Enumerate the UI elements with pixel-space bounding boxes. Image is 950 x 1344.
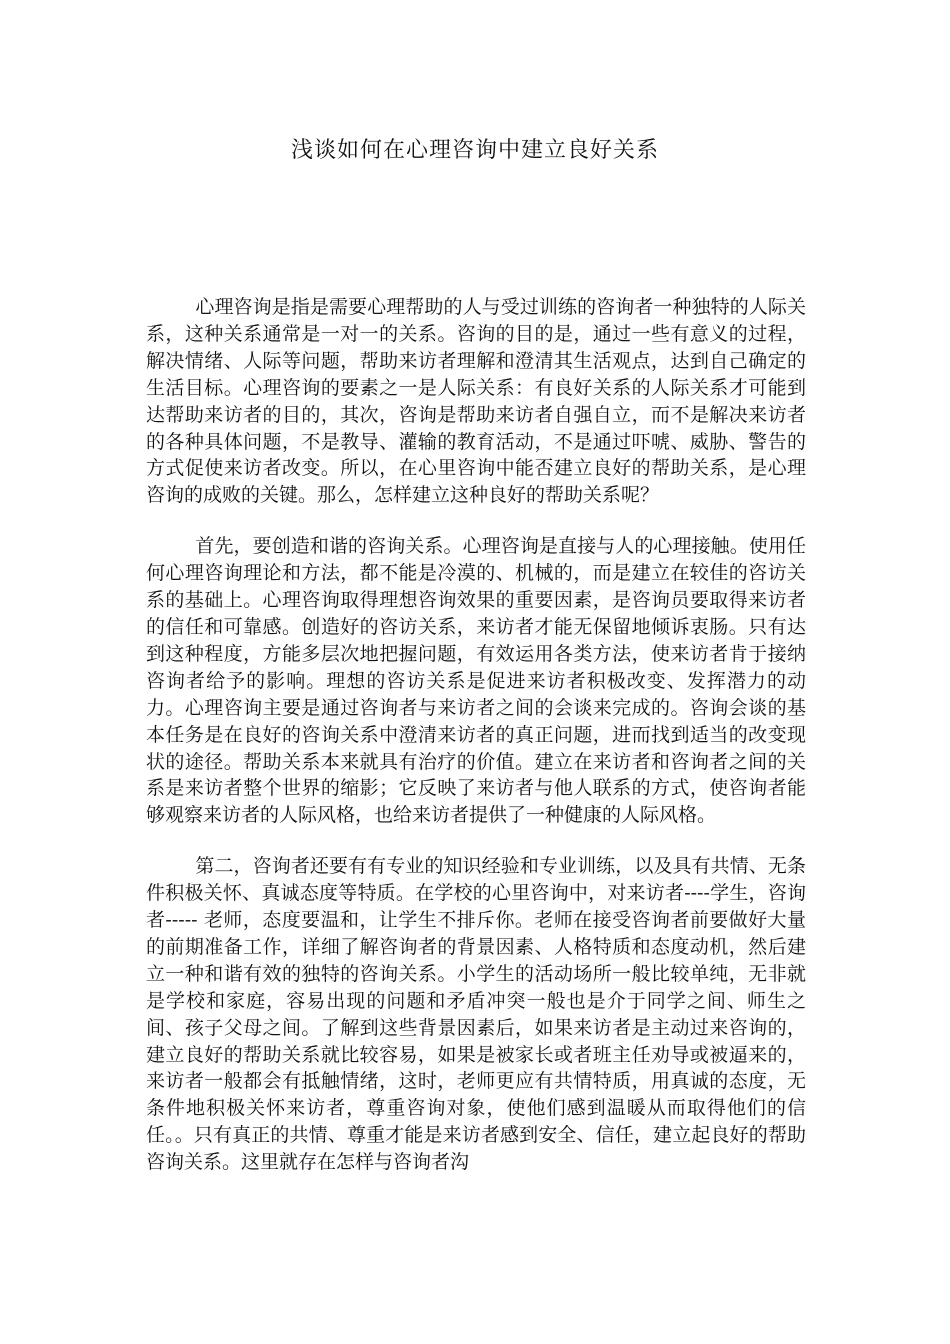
paragraph-intro: 心理咨询是指是需要心理帮助的人与受过训练的咨询者一种独特的人际关系，这种关系通常是一对一的关系。咨询的目的是，通过一些有意义的过程，解决情绪、人际等问题，帮助来访者理解和澄清其生活观点，达到自己确定的生活目标。心理咨询的要素之一是人际关系：有良好关系的人际关系才可能到达帮助来访者的目的，其次，咨询是帮助来访者自强自立，而不是解决来访者的各种具体问题，不是教导、灌输的教育活动，不是通过吓唬、威胁、警告的方式促使来访者改变。所以，在心里咨询中能否建立良好的帮助关系，是心理咨询的成败的关键。那么，怎样建立这种良好的帮助关系呢？	[146, 296, 806, 507]
paragraph-second-point: 第二，咨询者还要有有专业的知识经验和专业训练，以及具有共情、无条件积极关怀、真诚态度等特质。在学校的心里咨询中，对来访者----学生，咨询者----- 老师，态度要温和，让学生不排斥你。老师在接受咨询者前要做好大量的前期准备工作，详细了解咨询者的背景因素、人格特质和态度动机，然后建立一种和谐有效的独特的咨询关系。小学生的活动场所一般比较单纯，无非就是学校和家庭，容易出现的问题和矛盾冲突一般也是介于同学之间、师生之间、孩子父母之间。了解到这些背景因素后，如果来访者是主动过来咨询的，建立良好的帮助关系就比较容易，如果是被家长或者班主任劝导或被逼来的，来访者一般都会有抵触情绪，这时，老师更应有共情特质，用真诚的态度，无条件地积极关怀来访者，尊重咨询对象，使他们感到温暖从而取得他们的信任。。只有真正的共情、尊重才能是来访者感到安全、信任，建立起良好的帮助咨询关系。这里就存在怎样与咨询者沟	[146, 855, 806, 1174]
document-title: 浅谈如何在心理咨询中建立良好关系	[290, 138, 659, 163]
document-body	[146, 294, 806, 1200]
paragraph-first-point: 首先，要创造和谐的咨询关系。心理咨询是直接与人的心理接触。使用任何心理咨询理论和方法，都不能是冷漠的、机械的，而是建立在较佳的咨访关系的基础上。心理咨询取得理想咨询效果的重要因素，是咨询员要取得来访者的信任和可靠感。创造好的咨访关系，来访者才能无保留地倾诉衷肠。只有达到这种程度，方能多层次地把握问题，有效运用各类方法，使来访者肯于接纳咨询者给予的影响。理想的咨访关系是促进来访者积极改变、发挥潜力的动力。心理咨询主要是通过咨询者与来访者之间的会谈来完成的。咨询会谈的基本任务是在良好的咨询关系中澄清来访者的真正问题，进而找到适当的改变现状的途径。帮助关系本来就具有治疗的价值。建立在来访者和咨询者之间的关系是来访者整个世界的缩影；它反映了来访者与他人联系的方式，使咨询者能够观察来访者的人际风格，也给来访者提供了一种健康的人际风格。	[146, 535, 806, 827]
